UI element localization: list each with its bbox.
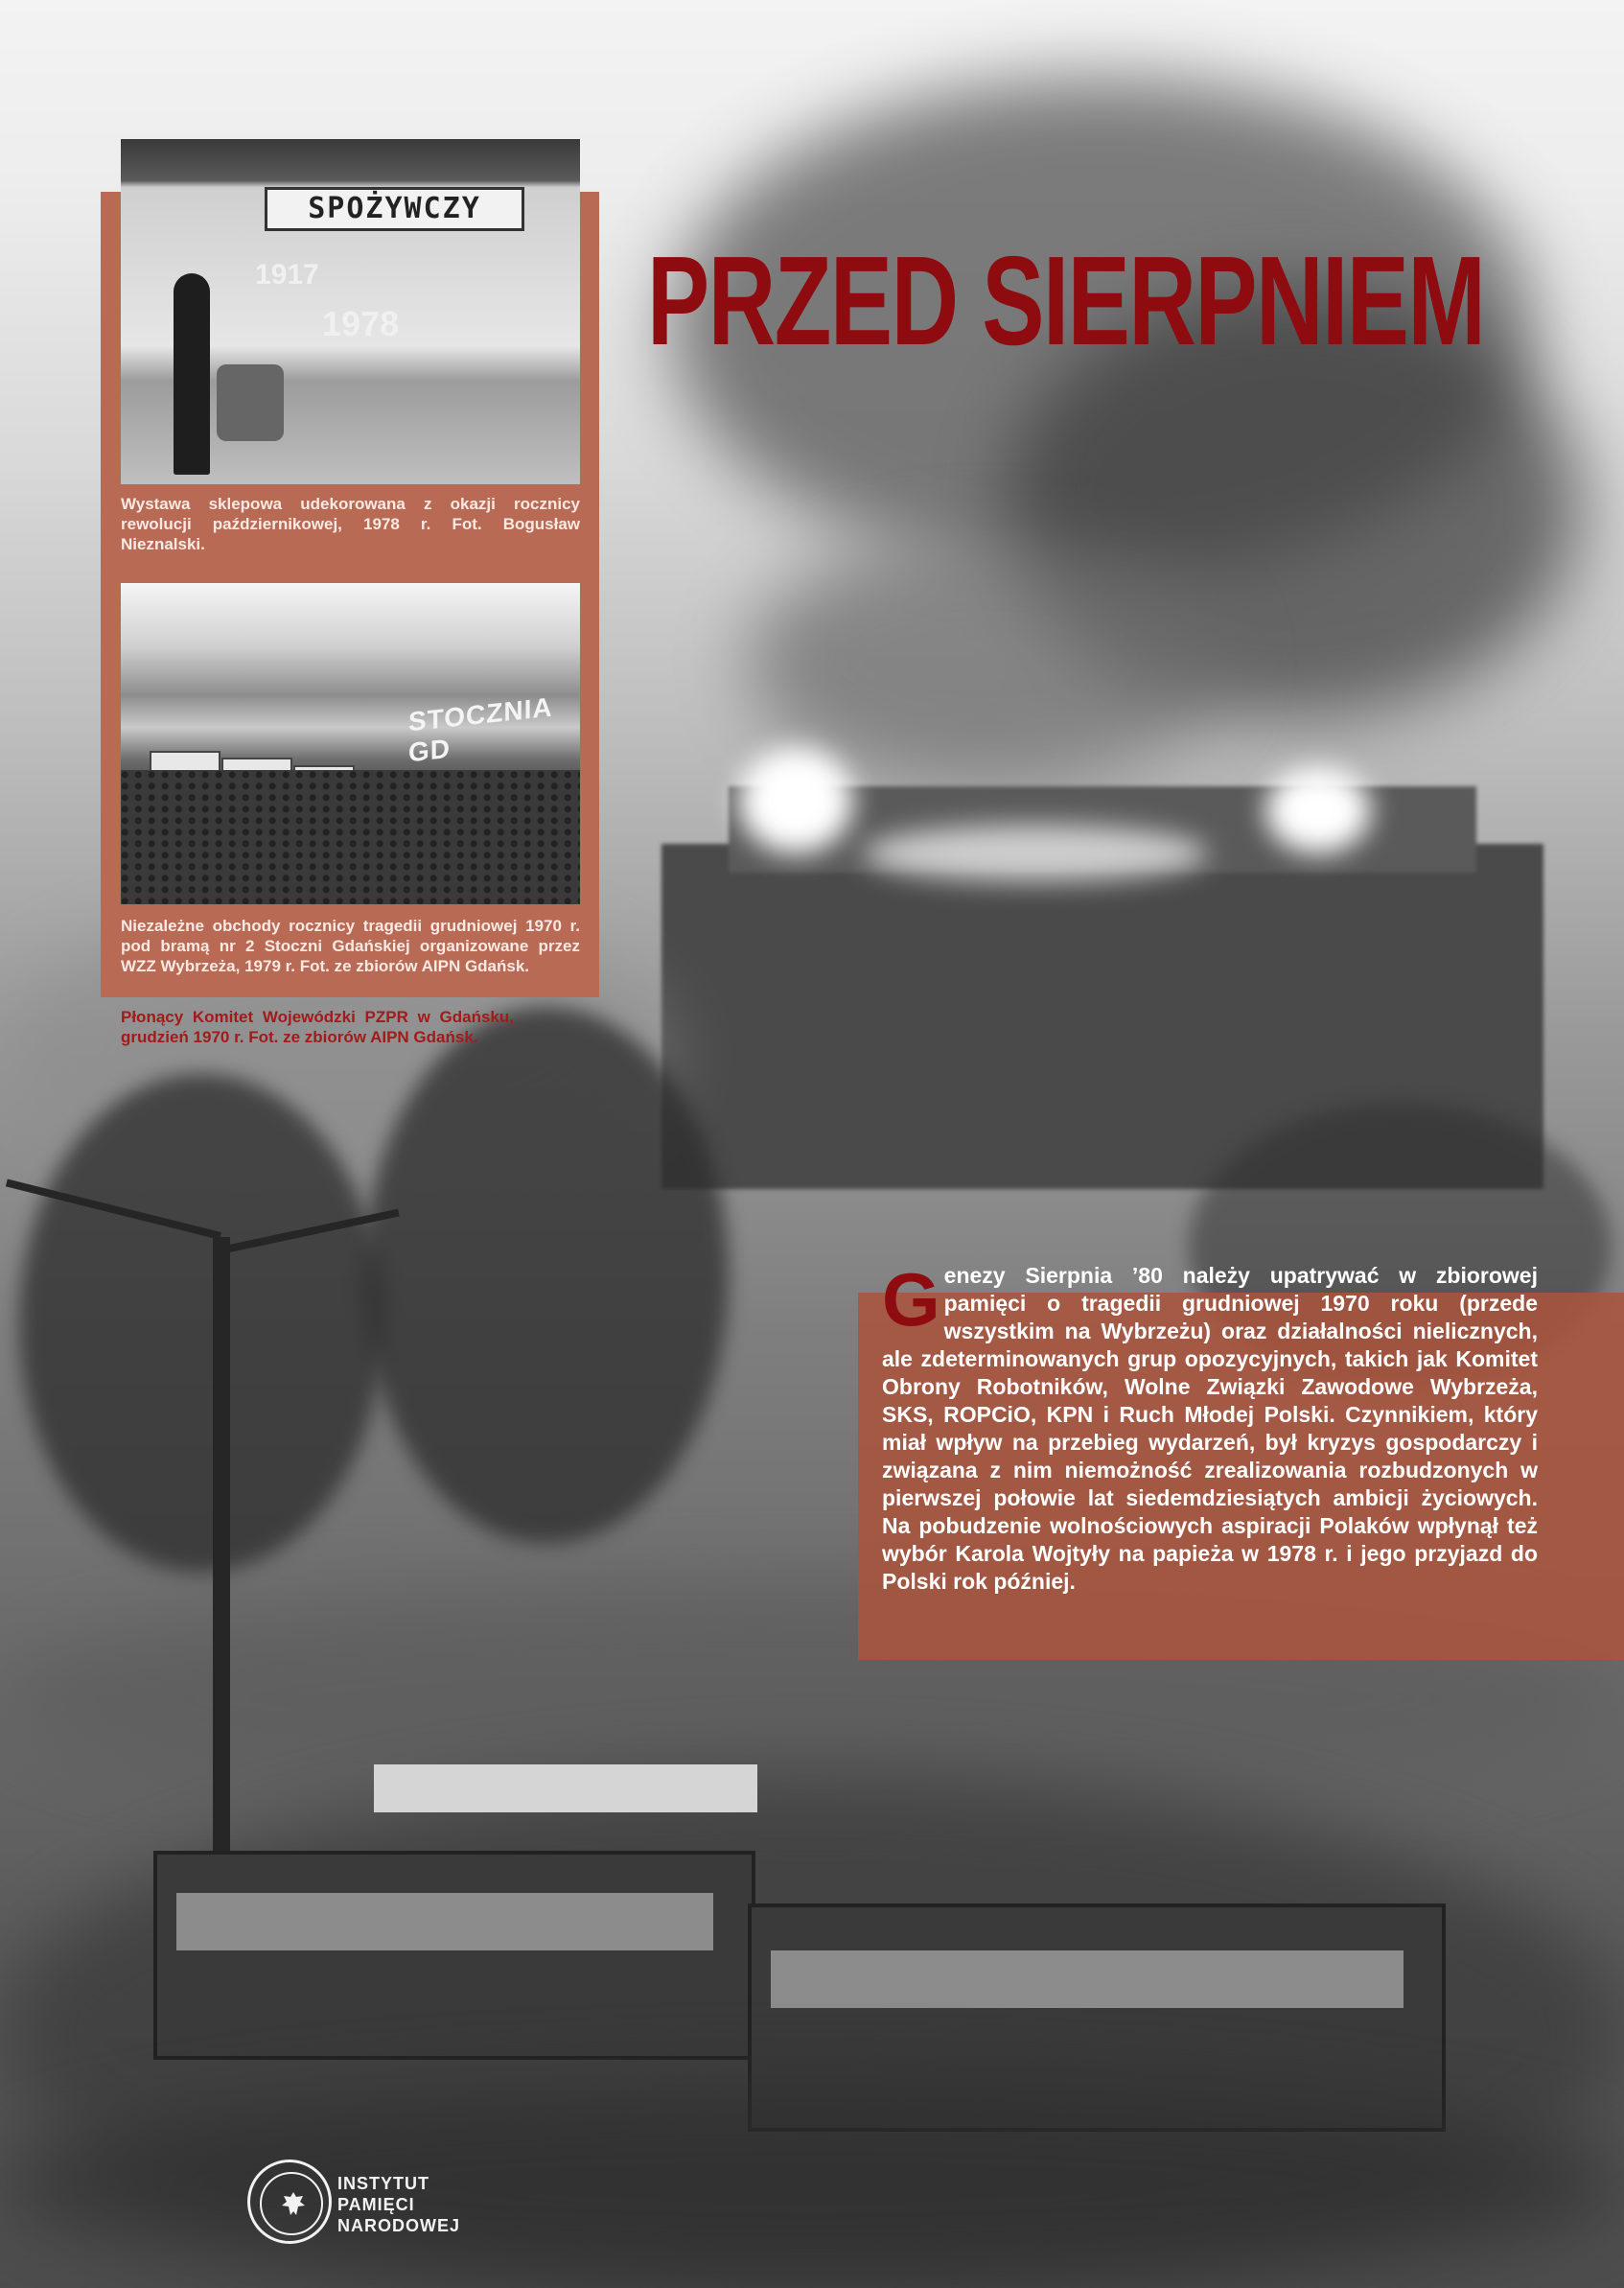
tram-windows: [176, 1893, 713, 1950]
shop-photo-caption: Wystawa sklepowa udekorowana z okazji rocznicy rewolucji październikowej, 1978 r. Fot. Bogusław Nieznalski.: [121, 495, 580, 553]
page-title: PRZED SIERPNIEM: [647, 230, 1485, 371]
eagle-icon: [280, 2190, 307, 2219]
fire-glow: [863, 825, 1208, 882]
logo-ring: [260, 2172, 323, 2235]
ipn-logo-text: [337, 2173, 460, 2236]
shipyard-sign: STOCZNIA GD: [408, 691, 552, 768]
tram-car: [153, 1851, 755, 2060]
fire-glow: [738, 748, 853, 853]
person-figure: [174, 273, 210, 475]
pram: [217, 364, 284, 441]
logo-line-3: NARODOWEJ: [337, 2216, 461, 2235]
year-label-right: 1978: [322, 304, 400, 343]
ipn-logo: [247, 2160, 332, 2244]
tree: [19, 1074, 383, 1573]
crowd: [121, 770, 580, 904]
shop-sign: SPOŻYWCZY: [265, 187, 524, 231]
tree: [364, 1007, 729, 1544]
foreground: [0, 2081, 1624, 2288]
tram-windows: [771, 1950, 1404, 2008]
logo-line-2: PAMIĘCI: [337, 2195, 415, 2214]
background-photo-caption: Płonący Komitet Wojewódzki PZPR w Gdańsku, grudzień 1970 r. Fot. ze zbiorów AIPN Gdańsk.: [121, 1008, 514, 1046]
shipyard-photo-caption: Niezależne obchody rocznicy tragedii grudniowej 1970 r. pod bramą nr 2 Stoczni Gdańskiej organizowane przez WZZ Wybrzeża, 1979 r. Fot. ze zbiorów AIPN Gdańsk.: [121, 917, 580, 975]
smoke-cloud: [748, 537, 1227, 786]
drop-cap: G: [882, 1257, 940, 1342]
logo-line-1: INSTYTUT: [337, 2174, 429, 2193]
shop-window-photo: [121, 139, 580, 484]
shipyard-photo: [121, 583, 580, 904]
body-text: enezy Sierpnia ’80 należy upatrywać w zbiorowej pamięci o tragedii grudniowej 1970 roku (przede wszystkim na Wybrzeżu) oraz działalności nielicznych, ale zdeterminowanych grup opozycyjnych, takich jak Komitet Obrony Robotników, Wolne Związki Zawodowe Wybrzeża, SKS, ROPCiO, KPN i Ruch Młodej Polski. Czynnikiem, który miał wpływ na przebieg wydarzeń, był kryzys gospodarczy i związana z nim niemożność zrealizowania rozbudzonych w pierwszej połowie lat siedemdziesiątych ambicji życiowych. Na pobudzenie wolnościowych aspiracji Polaków wpłynął też wybór Karola Wojtyły na papieża w 1978 r. i jego przyjazd do Polski rok później.: [882, 1263, 1538, 1594]
fire-glow: [1265, 767, 1371, 853]
lamp-post: [213, 1237, 230, 1860]
year-label-left: 1917: [255, 259, 319, 291]
shelter-roof: [374, 1764, 757, 1812]
body-paragraph: [882, 1257, 1538, 1596]
